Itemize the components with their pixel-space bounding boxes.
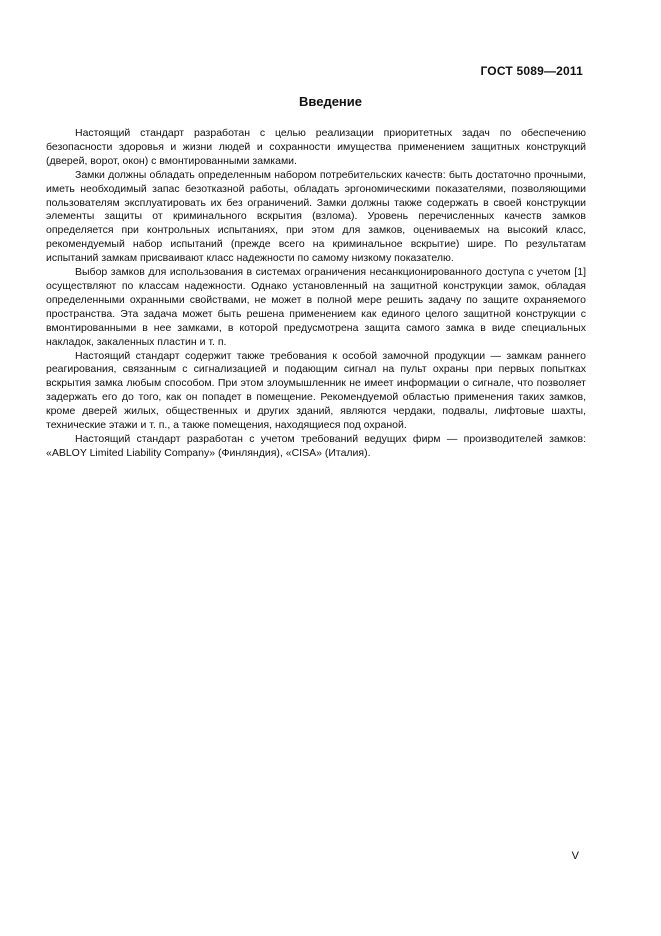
paragraph-selection: Выбор замков для использования в системах ограничения несанкционированного доступа с учетом [1] осуществляют по классам надежности. Однако установленный на защитной конструкции замок, обладая определенными охранными свойствами, не может в полной мере решить задачу по защите охраняемого пространства. Эта задача может быть решена применением как единого целого защитной конструкции с вмонтированными в нее замками, в которой предусмотрена защита самого замка в виде специальных накладок, закаленных пластин и т. п. <box>46 266 586 348</box>
paragraph-manufacturers: Настоящий стандарт разработан с учетом требований ведущих фирм — производителей замков: «ABLOY Limited Liability Company» (Финляндия), «CISA» (Италия). <box>46 432 586 459</box>
paragraph-early-response: Настоящий стандарт содержит также требования к особой замочной продукции — замкам раннего реагирования, связанным с сигнализацией и подающим сигнал на пульт охраны при первых попытках вскрытия замка любым способом. При этом злоумышленник не имеет информации о сигнале, что позволяет задержать его до того, как он попадет в помещение. Рекомендуемой областью применения таких замков, кроме дверей жилых, общественных и других зданий, являются чердаки, подвалы, лифтовые шахты, технические этажи и т. п., а также помещения, находящиеся под охраной. <box>46 349 586 432</box>
paragraph-purpose: Настоящий стандарт разработан с целью реализации приоритетных задач по обеспечению безопасности здоровья и жизни людей и сохранности имущества применением защитных конструкций (дверей, ворот, окон) с вмонтированными замками. <box>46 127 586 167</box>
section-title: Введение <box>299 94 362 109</box>
document-code-header: ГОСТ 5089—2011 <box>480 64 583 78</box>
body-text <box>46 127 586 461</box>
page-number: V <box>571 850 579 862</box>
paragraph-qualities: Замки должны обладать определенным набором потребительских качеств: быть достаточно прочными, иметь необходимый запас безотказной работы, обладать эргономическими показателями, позволяющими пользователям эксплуатировать их без ограничений. Замки должны также содержать в своей конструкции элементы защиты от криминального вскрытия (взлома). Уровень перечисленных качеств замков определяется при контрольных испытаниях, при этом для замков, оцениваемых на высокий класс, рекомендуемый набор испытаний (прежде всего на криминальное вскрытие) шире. По результатам испытаний замкам присваивают класс надежности по самому низкому показателю. <box>46 168 586 265</box>
